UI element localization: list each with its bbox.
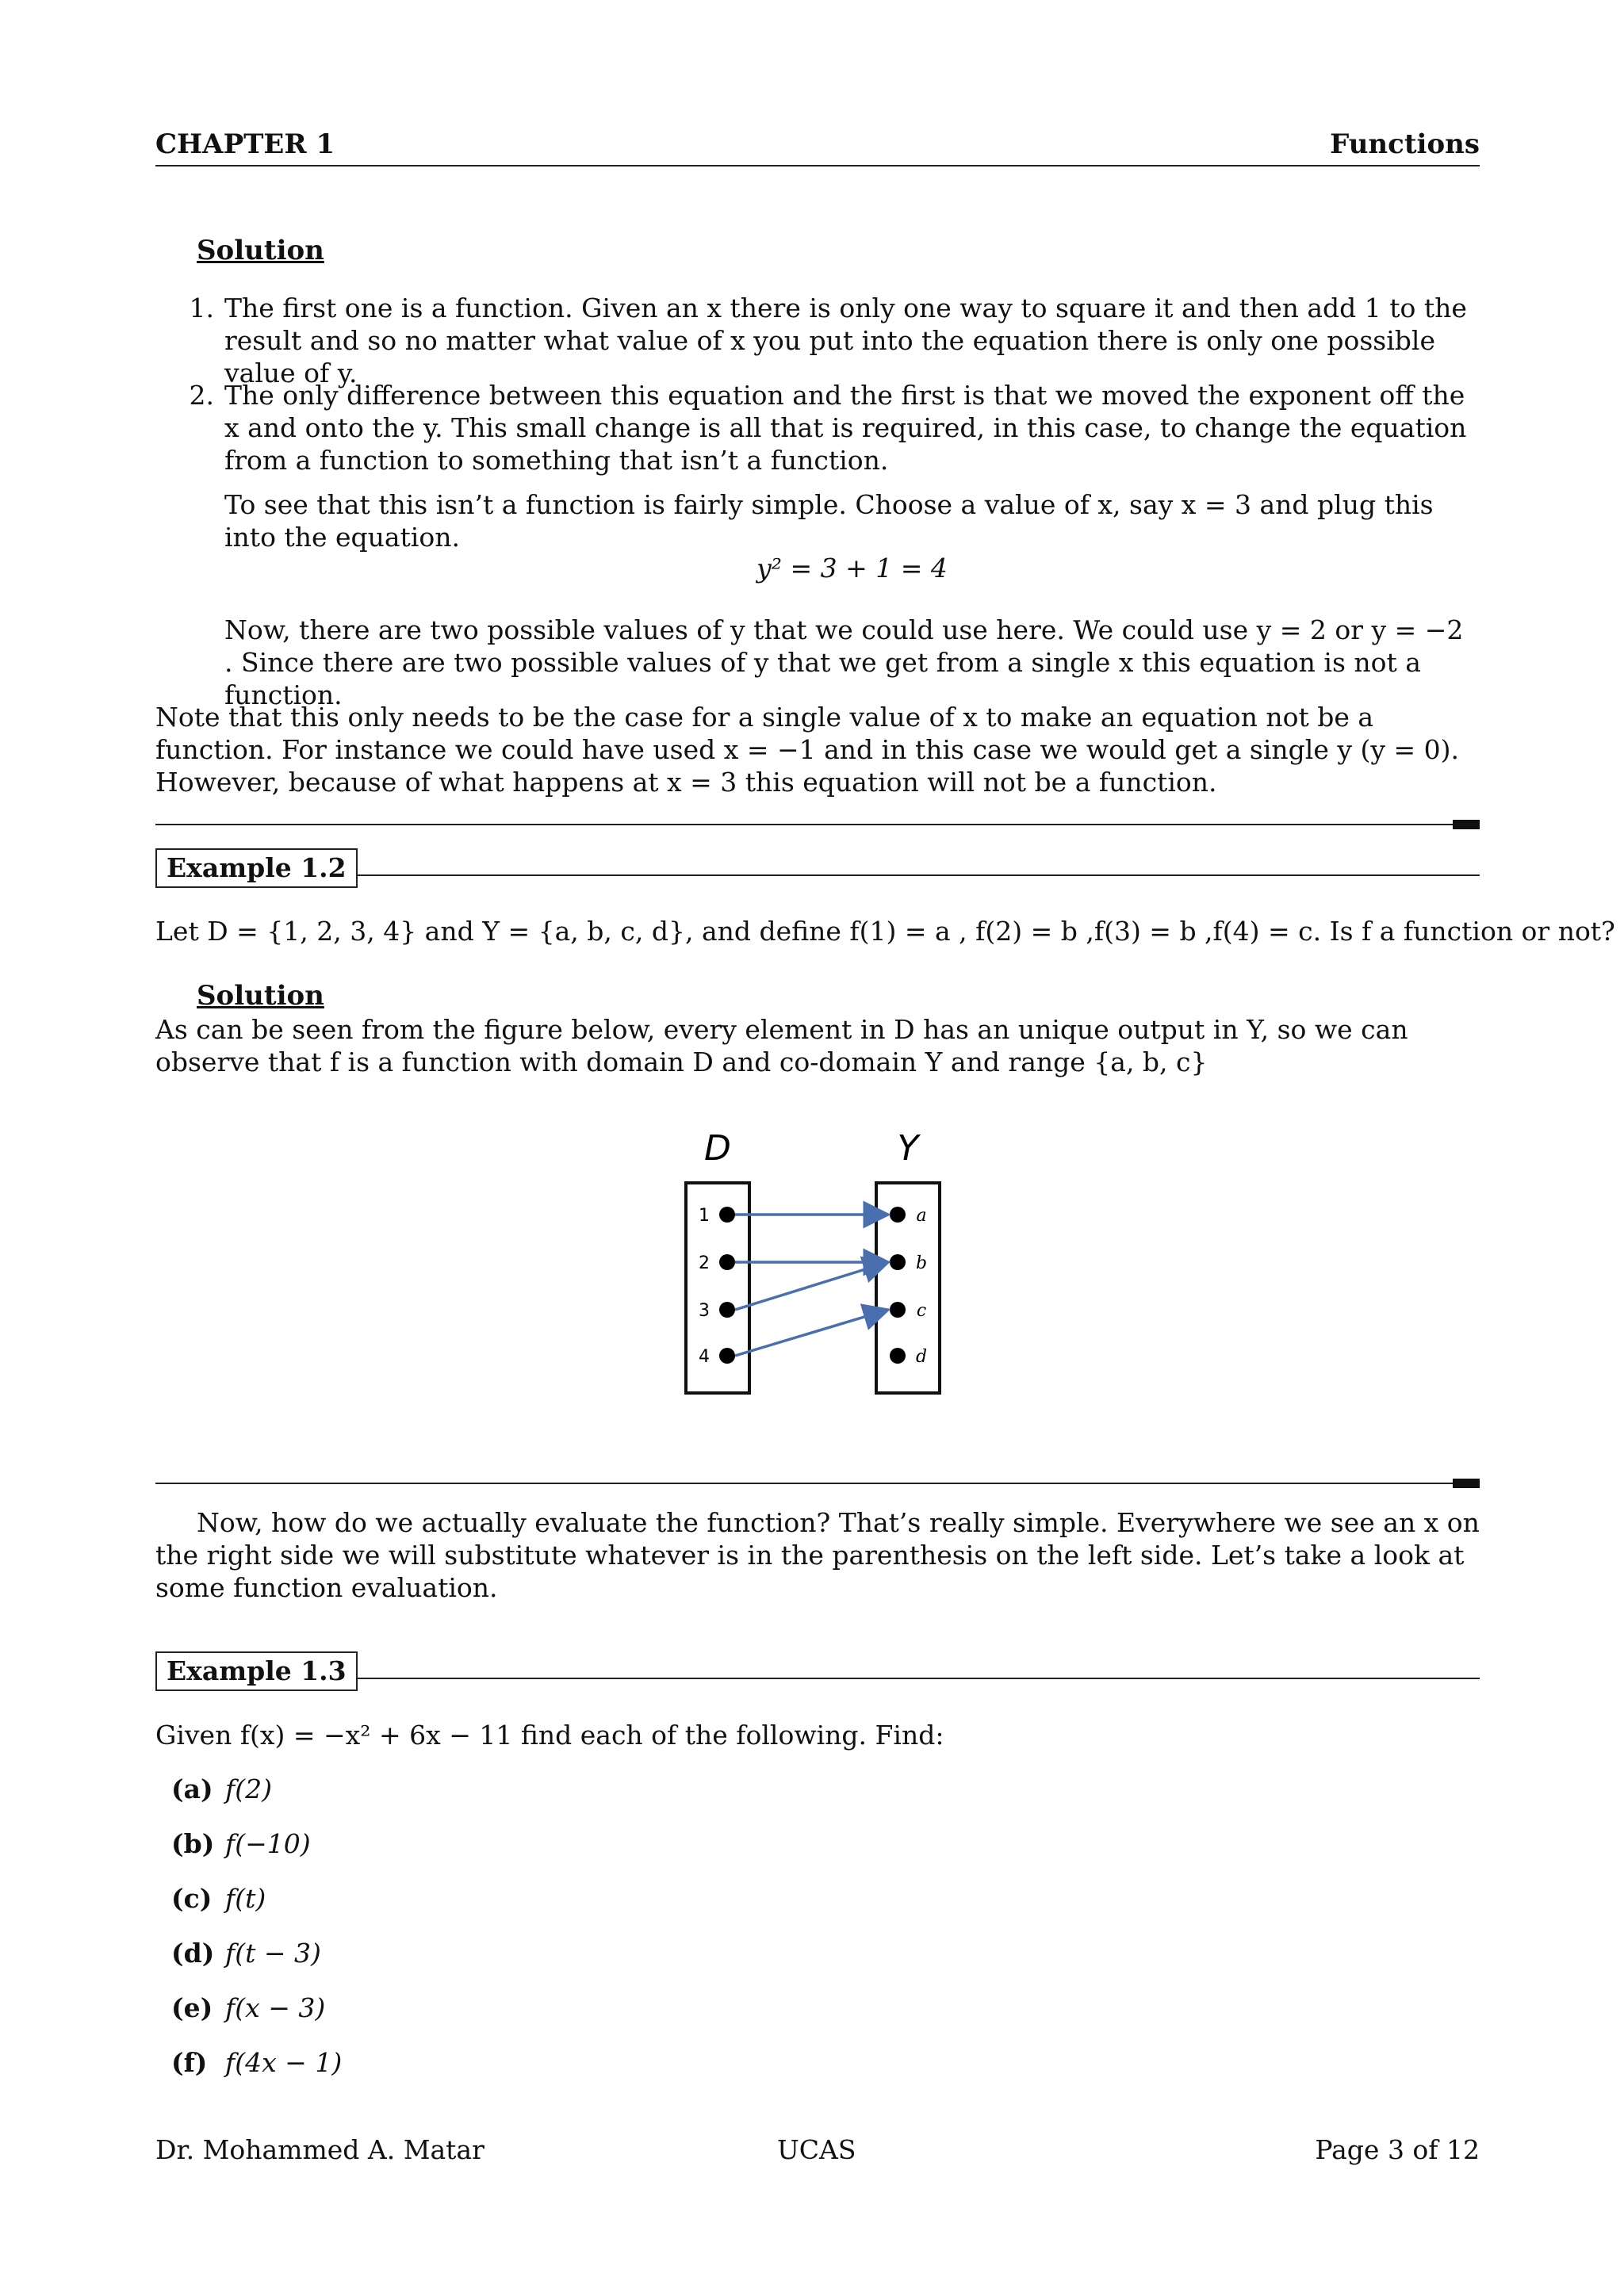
- solution-item-2-paragraph: To see that this isn’t a function is fairly simple. Choose a value of x, say x = 3 and plug this into the equation.: [224, 489, 1434, 553]
- mapping-diagram: [650, 1126, 967, 1403]
- item-tag: (d): [171, 1938, 215, 1969]
- codomain-element-dot: [890, 1207, 906, 1223]
- item-tag: (f): [171, 2047, 208, 2078]
- equation: y² = 3 + 1 = 4: [756, 553, 948, 584]
- codomain-element-label: a: [916, 1206, 927, 1226]
- example-1-3-label: Example 1.3: [155, 1651, 358, 1691]
- item-expression: f(4x − 1): [225, 2047, 343, 2078]
- codomain-element-dot: [890, 1348, 906, 1364]
- chapter-topic: Functions: [1330, 128, 1480, 160]
- example-header-rule: [343, 874, 1480, 876]
- example-1-2-label: Example 1.2: [155, 848, 358, 888]
- item-expression: f(2): [225, 1774, 272, 1804]
- footer-author: Dr. Mohammed A. Matar: [155, 2134, 485, 2165]
- codomain-element-dot: [890, 1302, 906, 1318]
- domain-element-dot: [719, 1348, 735, 1364]
- item-row: [171, 1827, 311, 1860]
- solution-title: Solution: [197, 235, 324, 266]
- item-row: [171, 2046, 342, 2079]
- item-tag: (b): [171, 1828, 215, 1859]
- item-expression: f(x − 3): [225, 1992, 326, 2023]
- item-tag: (a): [171, 1774, 213, 1804]
- domain-element-dot: [719, 1302, 735, 1318]
- solution-item-2-conclusion: Now, there are two possible values of y that we could use here. We could use y = 2 or y = −2 . Since there are two possible values of y that we get from a single x this equation is not a function.: [224, 614, 1464, 710]
- item-row: [171, 1882, 266, 1915]
- note-paragraph: Note that this only needs to be the case for a single value of x to make an equation not be a function. For instance we could have used x = −1 and in this case we would get a single y (y = 0). However, because of what happens at x = 3 this equation will not be a function.: [155, 702, 1460, 798]
- mapping-arrow: [735, 1310, 888, 1356]
- example-end-marker: [1453, 820, 1480, 829]
- list-number-1: 1.: [189, 293, 214, 323]
- item-tag: (c): [171, 1883, 213, 1914]
- domain-element-dot: [719, 1207, 735, 1223]
- example-1-2-solution-text: As can be seen from the figure below, every element in D has an unique output in Y, so we can observe that f is a function with domain D and co-domain Y and range {a, b, c}: [155, 1014, 1408, 1077]
- example-1-2-end-marker: [1453, 1479, 1480, 1488]
- codomain-label: Y: [897, 1128, 919, 1169]
- list-number-2: 2.: [189, 380, 214, 411]
- chapter-label: CHAPTER 1: [155, 128, 335, 160]
- item-row: [171, 1937, 321, 1969]
- item-row: [171, 1773, 272, 1805]
- item-expression: f(t − 3): [225, 1938, 321, 1969]
- item-expression: f(t): [225, 1883, 266, 1914]
- domain-label: D: [704, 1128, 731, 1169]
- codomain-element-label: d: [915, 1347, 928, 1367]
- item-row: [171, 1992, 325, 2024]
- example-1-3-statement: Given f(x) = −x² + 6x − 11 find each of the following. Find:: [155, 1720, 944, 1751]
- mapping-arrow: [735, 1262, 888, 1310]
- domain-element-label: 3: [699, 1301, 710, 1321]
- domain-element-label: 2: [699, 1253, 710, 1273]
- domain-element-label: 1: [699, 1206, 710, 1226]
- item-tag: (e): [171, 1992, 213, 2023]
- codomain-element-dot: [890, 1254, 906, 1270]
- footer-page: Page 3 of 12: [1315, 2134, 1480, 2165]
- example-1-2-end-rule: [155, 1483, 1456, 1484]
- example-1-3-header-rule: [343, 1678, 1480, 1679]
- domain-element-dot: [719, 1254, 735, 1270]
- codomain-element-label: b: [915, 1253, 928, 1273]
- footer-institution: UCAS: [777, 2134, 856, 2165]
- solution-item-1: The first one is a function. Given an x there is only one way to square it and then add 1 to the result and so no matter what value of x you put into the equation there is only one possible value of y.: [224, 293, 1467, 388]
- evaluation-paragraph: Now, how do we actually evaluate the function? That’s really simple. Everywhere we see an x on the right side we will substitute whatever is in the parenthesis on the left side. Let’s take a look at some function evaluation.: [155, 1507, 1480, 1603]
- solution-item-2: The only difference between this equation and the first is that we moved the exponent off the x and onto the y. This small change is all that is required, in this case, to change the equation from a function to something that isn’t a function.: [224, 380, 1467, 476]
- page-header: [155, 128, 1480, 166]
- domain-element-label: 4: [699, 1347, 710, 1367]
- codomain-element-label: c: [916, 1301, 927, 1321]
- example-end-rule: [155, 824, 1456, 825]
- example-1-2-statement: Let D = {1, 2, 3, 4} and Y = {a, b, c, d}, and define f(1) = a , f(2) = b ,f(3) = b ,f(4) = c. Is f a function or not?: [155, 916, 1615, 947]
- example-1-2-solution-title: Solution: [197, 980, 324, 1012]
- item-expression: f(−10): [225, 1828, 311, 1859]
